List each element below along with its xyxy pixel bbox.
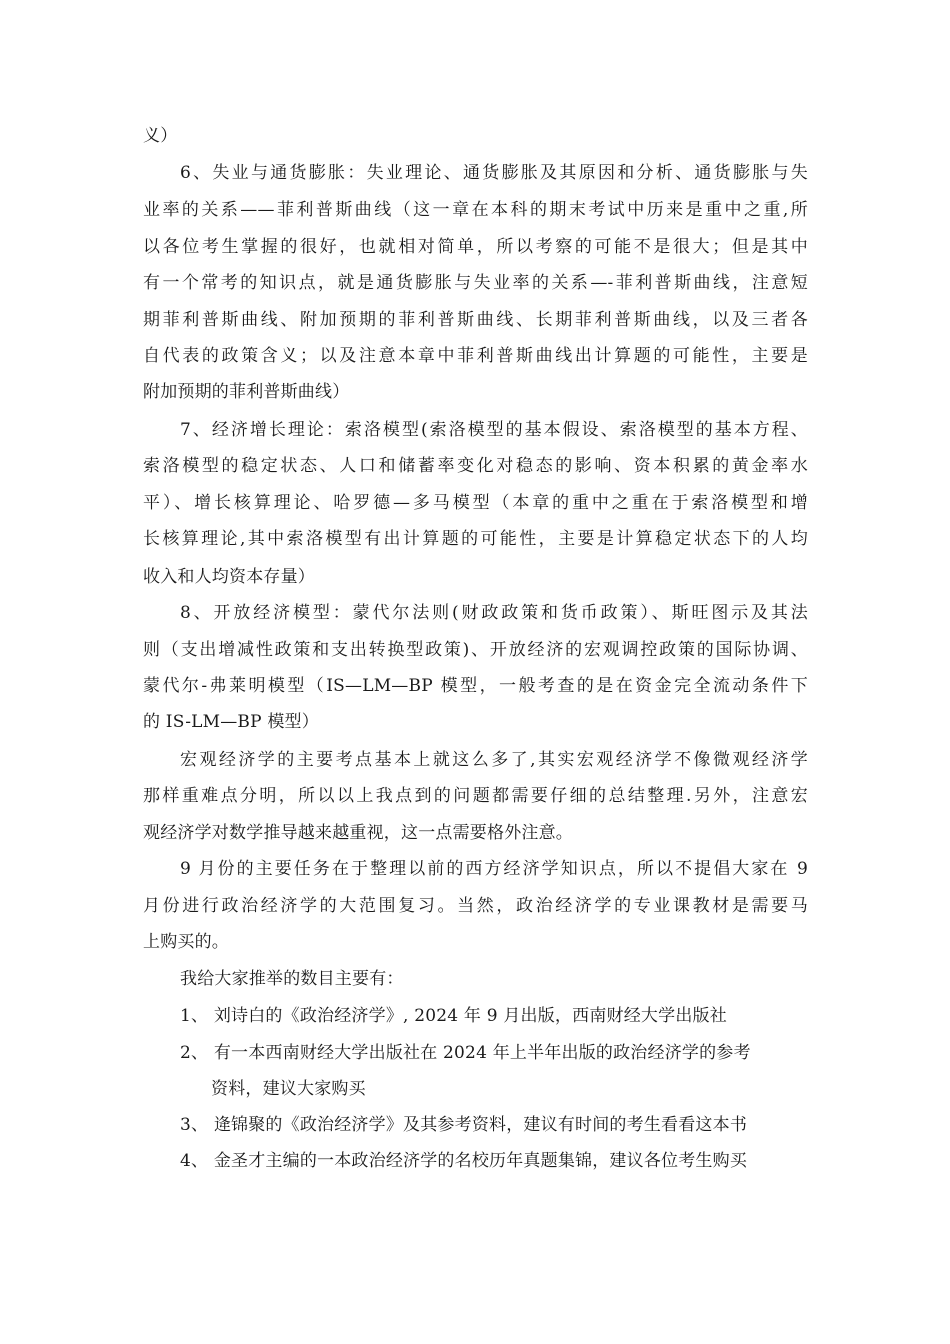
paragraph-line: 平）、增长核算理论、哈罗德—多马模型（本章的重中之重在于索洛模型和增 [143, 493, 808, 513]
paragraph-line: 月份进行政治经济学的大范围复习。当然，政治经济学的专业课教材是需要马 [143, 896, 808, 916]
paragraph-line: 那样重难点分明，所以以上我点到的问题都需要仔细的总结整理.另外，注意宏 [143, 786, 808, 806]
list-item: 3、 逄锦聚的《政治经济学》及其参考资料，建议有时间的考生看看这本书 [180, 1115, 748, 1135]
paragraph-line: 观经济学对数学推导越来越重视，这一点需要格外注意。 [143, 823, 573, 843]
list-item: 1、 刘诗白的《政治经济学》, 2024 年 9 月出版，西南财经大学出版社 [180, 1006, 727, 1026]
paragraph-line: 的 IS-LM—BP 模型） [143, 712, 319, 732]
paragraph-line: 上购买的。 [143, 932, 229, 952]
paragraph-line: 宏观经济学的主要考点基本上就这么多了,其实宏观经济学不像微观经济学 [180, 750, 808, 770]
section-6-heading-line: 6、失业与通货膨胀：失业理论、通货膨胀及其原因和分析、通货膨胀与失 [180, 163, 808, 183]
paragraph-line: 自代表的政策含义；以及注意本章中菲利普斯曲线出计算题的可能性，主要是 [143, 346, 808, 366]
list-item: 2、 有一本西南财经大学出版社在 2024 年上半年出版的政治经济学的参考 [180, 1043, 751, 1063]
paragraph-line: 则（支出增减性政策和支出转换型政策)、开放经济的宏观调控政策的国际协调、 [143, 640, 808, 660]
paragraph-line: 附加预期的菲利普斯曲线） [143, 382, 350, 402]
paragraph-line: 义） [143, 126, 178, 146]
paragraph-line: 有一个常考的知识点，就是通货膨胀与失业率的关系—-菲利普斯曲线，注意短 [143, 273, 808, 293]
paragraph-line: 索洛模型的稳定状态、人口和储蓄率变化对稳态的影响、资本积累的黄金率水 [143, 456, 808, 476]
paragraph-line: 收入和人均资本存量） [143, 567, 315, 587]
section-8-heading-line: 8、开放经济模型：蒙代尔法则(财政政策和货币政策）、斯旺图示及其法 [180, 603, 808, 623]
recommendation-intro: 我给大家推举的数目主要有： [180, 969, 404, 989]
section-7-heading-line: 7、经济增长理论：索洛模型(索洛模型的基本假设、索洛模型的基本方程、 [180, 420, 808, 440]
list-item-continuation: 资料，建议大家购买 [211, 1079, 366, 1099]
paragraph-line: 长核算理论,其中索洛模型有出计算题的可能性，主要是计算稳定状态下的人均 [143, 529, 808, 549]
list-item: 4、 金圣才主编的一本政治经济学的名校历年真题集锦，建议各位考生购买 [180, 1151, 748, 1171]
paragraph-line: 期菲利普斯曲线、附加预期的菲利普斯曲线、长期菲利普斯曲线，以及三者各 [143, 310, 808, 330]
paragraph-line: 蒙代尔-弗莱明模型（IS—LM—BP 模型，一般考查的是在资金完全流动条件下 [143, 676, 808, 696]
paragraph-line: 9 月份的主要任务在于整理以前的西方经济学知识点，所以不提倡大家在 9 [180, 859, 808, 879]
paragraph-line: 业率的关系——菲利普斯曲线（这一章在本科的期末考试中历来是重中之重,所 [143, 200, 808, 220]
paragraph-line: 以各位考生掌握的很好，也就相对简单，所以考察的可能不是很大；但是其中 [143, 237, 808, 257]
